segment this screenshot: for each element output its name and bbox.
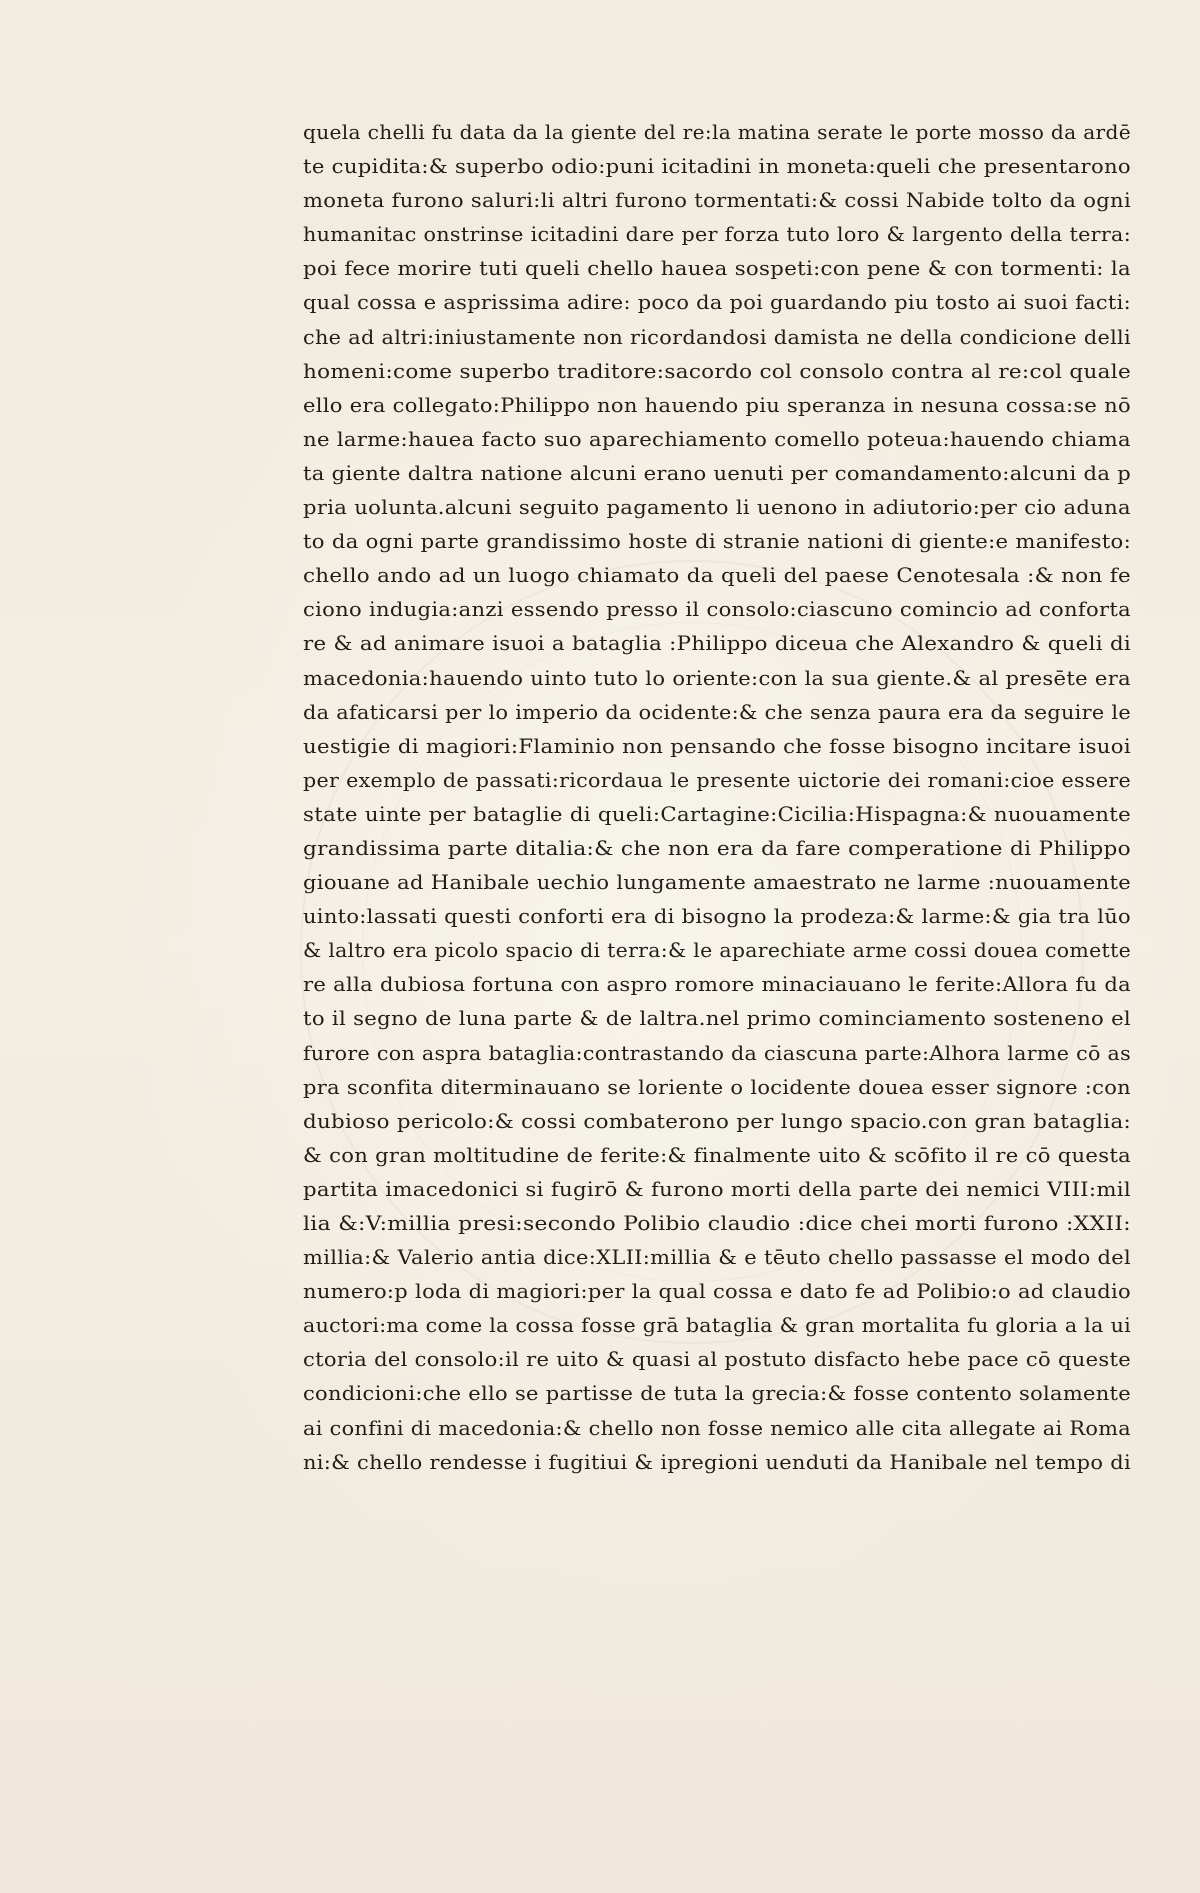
text-line-content: ni:& chello rendesse i fugitiui & ipregioni uenduti da Hanibale nel tempo di (303, 1449, 1131, 1474)
text-line (303, 1001, 1131, 1035)
text-line (303, 115, 1131, 149)
text-line (303, 592, 1131, 626)
text-line-content: humanitac onstrinse icitadini dare per forza tuto loro & largento della terra: (303, 222, 1131, 247)
text-line (303, 422, 1131, 456)
text-line-content: partita imacedonici si fugirō & furono morti della parte dei nemici VIII:mil (303, 1176, 1131, 1201)
text-line-content: millia:& Valerio antia dice:XLII:millia & e tēuto chello passasse el modo del (303, 1245, 1131, 1270)
text-line (303, 1308, 1131, 1342)
text-line (303, 661, 1131, 695)
text-line (303, 1342, 1131, 1376)
text-line-content: furore con aspra bataglia:contrastando da ciascuna parte:Alhora larme cō as (303, 1040, 1131, 1065)
text-line (303, 1240, 1131, 1274)
text-line-content: pria uolunta.alcuni seguito pagamento li uenono in adiutorio:per cio aduna (303, 495, 1131, 520)
text-line-content: ta giente daltra natione alcuni erano uenuti per comandamento:alcuni da p (303, 460, 1131, 485)
text-line-content: da afaticarsi per lo imperio da ocidente:& che senza paura era da seguire le (303, 699, 1131, 724)
text-line-content: macedonia:hauendo uinto tuto lo oriente:con la sua giente.& al presēte era (303, 665, 1131, 690)
text-line (303, 490, 1131, 524)
text-line (303, 149, 1131, 183)
text-line-content: che ad altri:iniustamente non ricordandosi damista ne della condicione delli (303, 324, 1131, 349)
text-column (303, 115, 1131, 1479)
text-line-content: dubioso pericolo:& cossi combaterono per lungo spacio.con gran bataglia: (303, 1108, 1131, 1133)
text-line-content: homeni:come superbo traditore:sacordo col consolo contra al re:col quale (303, 358, 1131, 383)
text-line-content: lia &:V:millia presi:secondo Polibio claudio :dice chei morti furono :XXII: (303, 1211, 1131, 1235)
text-line (303, 558, 1131, 592)
text-line-content: ello era collegato:Philippo non hauendo piu speranza in nesuna cossa:se nō (303, 392, 1131, 417)
text-line-content: re alla dubiosa fortuna con aspro romore minaciauano le ferite:Allora fu da (303, 972, 1131, 997)
text-line (303, 729, 1131, 763)
text-line (303, 695, 1131, 729)
text-line-content: to da ogni parte grandissimo hoste di stranie nationi di giente:e manifesto: (303, 529, 1131, 554)
text-line (303, 251, 1131, 285)
text-line (303, 1104, 1131, 1138)
text-line-content: ciono indugia:anzi essendo presso il consolo:ciascuno comincio ad conforta (303, 597, 1131, 622)
text-line (303, 831, 1131, 865)
text-line-content: uinto:lassati questi conforti era di bisogno la prodeza:& larme:& gia tra lūo (303, 904, 1131, 929)
text-line-content: ne larme:hauea facto suo aparechiamento comello poteua:hauendo chiama (303, 426, 1131, 451)
text-line (303, 967, 1131, 1001)
text-line-content: ctoria del consolo:il re uito & quasi al postuto disfacto hebe pace cō queste (303, 1347, 1131, 1372)
text-line (303, 524, 1131, 558)
text-line-content: re & ad animare isuoi a bataglia :Philippo diceua che Alexandro & queli di (303, 631, 1131, 656)
text-line-content: qual cossa e asprissima adire: poco da poi guardando piu tosto ai suoi facti: (303, 290, 1131, 315)
text-line (303, 285, 1131, 319)
text-line-content: giouane ad Hanibale uechio lungamente amaestrato ne larme :nuouamente (303, 870, 1131, 895)
text-line (303, 1376, 1131, 1410)
text-line (303, 1274, 1131, 1308)
text-line-content: auctori:ma come la cossa fosse grā bataglia & gran mortalita fu gloria a la ui (303, 1313, 1131, 1338)
text-line-content: & con gran moltitudine de ferite:& finalmente uito & scōfito il re cō questa (303, 1142, 1131, 1167)
text-line (303, 1411, 1131, 1445)
text-line (303, 217, 1131, 251)
text-line (303, 1172, 1131, 1206)
text-line-content: quela chelli fu data da la giente del re:la matina serate le porte mosso da ardē (303, 120, 1131, 144)
text-line (303, 763, 1131, 797)
text-line (303, 933, 1131, 967)
text-line (303, 183, 1131, 217)
text-line-content: te cupidita:& superbo odio:puni icitadini in moneta:queli che presentarono (303, 154, 1131, 179)
text-line-content: condicioni:che ello se partisse de tuta la grecia:& fosse contento solamente (303, 1381, 1131, 1406)
text-line (303, 1138, 1131, 1172)
text-line-content: poi fece morire tuti queli chello hauea sospeti:con pene & con tormenti: la (303, 256, 1131, 281)
text-line (303, 320, 1131, 354)
text-line (303, 1445, 1131, 1479)
text-line-content: chello ando ad un luogo chiamato da queli del paese Cenotesala :& non fe (303, 563, 1131, 588)
text-line (303, 1070, 1131, 1104)
text-line-content: to il segno de luna parte & de laltra.nel primo cominciamento sosteneno el (303, 1006, 1131, 1031)
text-line-content: & laltro era picolo spacio di terra:& le aparechiate arme cossi douea comette (303, 938, 1131, 963)
text-line (303, 1206, 1131, 1240)
text-line-content: ai confini di macedonia:& chello non fosse nemico alle cita allegate ai Roma (303, 1415, 1131, 1440)
text-line (303, 456, 1131, 490)
text-line-content: pra sconfita diterminauano se loriente o locidente douea esser signore :con (303, 1074, 1131, 1099)
text-line (303, 354, 1131, 388)
text-line (303, 865, 1131, 899)
text-line (303, 797, 1131, 831)
text-line-content: per exemplo de passati:ricordaua le presente uictorie dei romani:cioe essere (303, 767, 1131, 792)
text-line (303, 388, 1131, 422)
text-line (303, 899, 1131, 933)
text-line-content: moneta furono saluri:li altri furono tormentati:& cossi Nabide tolto da ogni (303, 188, 1131, 213)
text-line-content: numero:p loda di magiori:per la qual cossa e dato fe ad Polibio:o ad claudio (303, 1279, 1131, 1304)
text-line-content: grandissima parte ditalia:& che non era da fare comperatione di Philippo (303, 835, 1131, 860)
text-line (303, 626, 1131, 660)
text-line-content: uestigie di magiori:Flaminio non pensando che fosse bisogno incitare isuoi (303, 733, 1131, 758)
text-line-content: state uinte per bataglie di queli:Cartagine:Cicilia:Hispagna:& nuouamente (303, 801, 1131, 826)
text-line (303, 1036, 1131, 1070)
